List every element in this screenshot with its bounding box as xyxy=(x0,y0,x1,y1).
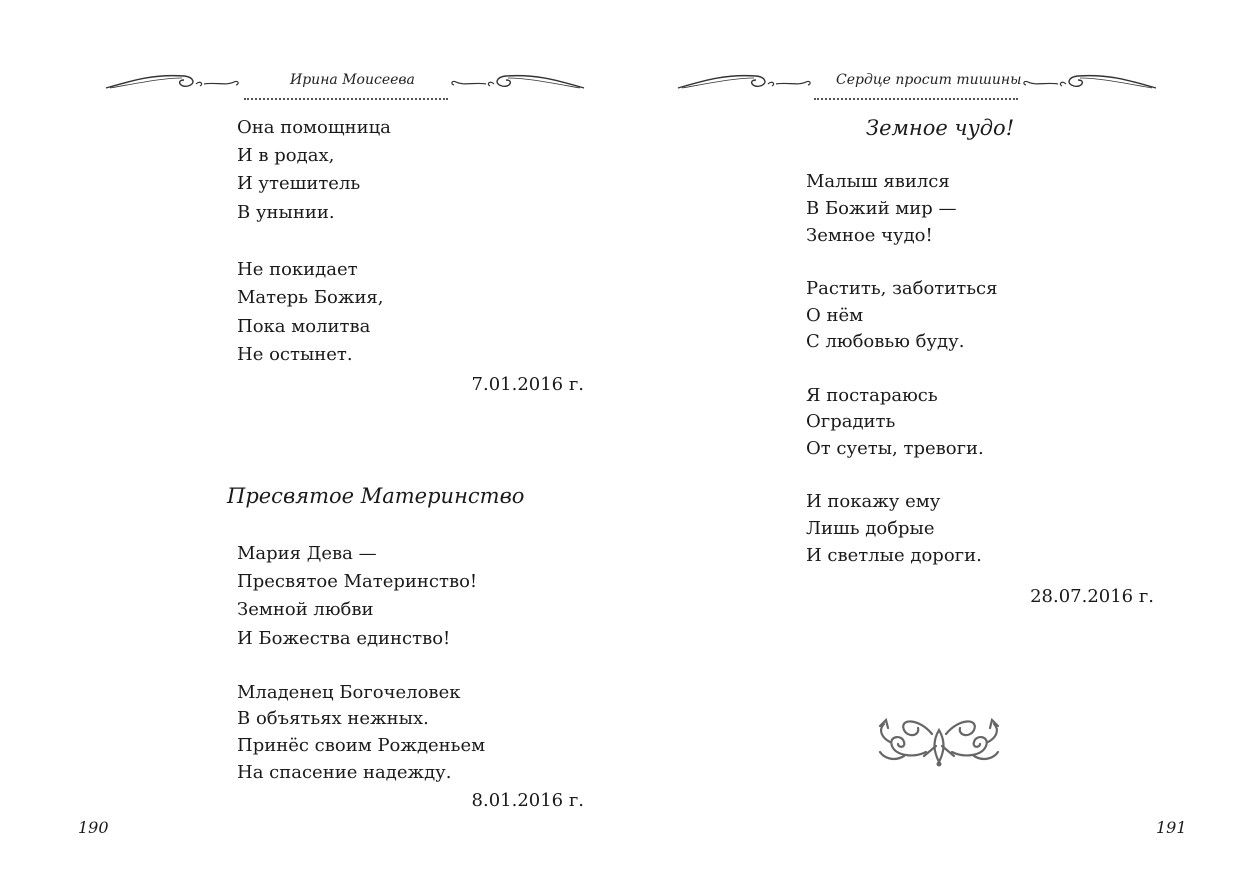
poem-line: Земной любви xyxy=(237,599,374,620)
poem-line: Земное чудо! xyxy=(806,225,933,246)
flourish-left-icon xyxy=(104,70,244,94)
poem-line: Я постараюсь xyxy=(806,385,938,406)
page-number: 190 xyxy=(78,818,109,837)
poem-line: Оградить xyxy=(806,411,896,432)
poem-line: Не покидает xyxy=(237,259,358,280)
poem-line: Она помощница xyxy=(237,117,391,138)
poem-title: Пресвятое Материнство xyxy=(227,484,525,508)
poem-line: Пока молитва xyxy=(237,316,371,337)
flourish-left-icon xyxy=(676,70,816,94)
right-page xyxy=(630,0,1260,882)
poem-line: Растить, заботиться xyxy=(806,278,998,299)
poem-line: О нём xyxy=(806,305,864,326)
poem-line: Пресвятое Материнство! xyxy=(237,571,478,592)
poem-line: И в родах, xyxy=(237,145,335,166)
poem-line: И светлые дороги. xyxy=(806,545,982,566)
poem-line: Лишь добрые xyxy=(806,518,935,539)
right-header xyxy=(630,66,1260,106)
poem-line: В объятьях нежных. xyxy=(237,708,429,729)
left-header xyxy=(0,66,630,106)
poem-date: 28.07.2016 г. xyxy=(1030,586,1154,607)
poem-line: Принёс своим Рожденьем xyxy=(237,735,486,756)
running-title-author: Ирина Моисеева xyxy=(290,72,415,88)
poem-line: На спасение надежду. xyxy=(237,762,452,783)
poem-line: И утешитель xyxy=(237,173,361,194)
poem-line: И покажу ему xyxy=(806,491,941,512)
poem-line: Малыш явился xyxy=(806,171,950,192)
page-number: 191 xyxy=(1156,818,1187,837)
poem-line: Матерь Божия, xyxy=(237,287,384,308)
running-title-book: Сердце просит тишины xyxy=(836,72,1022,88)
floral-ornament-icon xyxy=(874,712,1004,770)
poem-line: Мария Дева — xyxy=(237,543,377,564)
poem-line: В Божий мир — xyxy=(806,198,957,219)
poem-line: Не остынет. xyxy=(237,344,353,365)
header-dotted-rule xyxy=(244,98,448,100)
poem-line: Младенец Богочеловек xyxy=(237,682,461,703)
header-dotted-rule xyxy=(814,98,1018,100)
poem-date: 7.01.2016 г. xyxy=(471,374,584,395)
poem-line: В унынии. xyxy=(237,202,335,223)
flourish-right-icon xyxy=(1018,70,1158,94)
poem-line: С любовью буду. xyxy=(806,331,965,352)
poem-line: От суеты, тревоги. xyxy=(806,438,984,459)
poem-title: Земное чудо! xyxy=(866,116,1015,140)
flourish-right-icon xyxy=(446,70,586,94)
poem-line: И Божества единство! xyxy=(237,628,451,649)
poem-date: 8.01.2016 г. xyxy=(471,790,584,811)
